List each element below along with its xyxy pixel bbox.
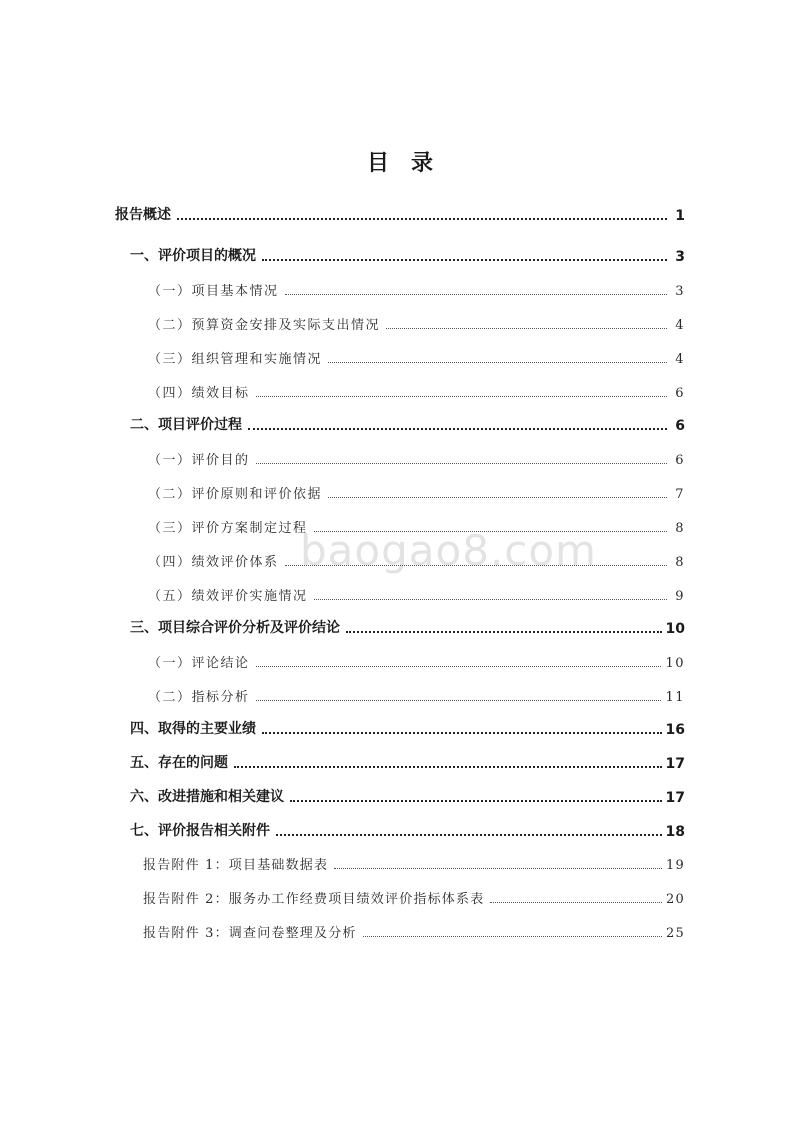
toc-entry-label: 报告附件 1：项目基础数据表 [143, 858, 329, 873]
toc-entry-subsection[interactable] [0, 442, 800, 468]
toc-entry-label: 报告附件 2：服务办工作经费项目绩效评价指标体系表 [143, 892, 485, 907]
toc-entry-section-5[interactable] [0, 746, 800, 772]
dot-leader [490, 902, 662, 903]
dot-leader [285, 565, 667, 566]
toc-entry-attachment-2[interactable] [0, 881, 800, 907]
toc-entry-subsection[interactable] [0, 544, 800, 570]
toc-entry-label: 五、存在的问题 [130, 755, 228, 771]
toc-entry-label: （一）评论结论 [148, 656, 250, 671]
dot-leader [386, 328, 667, 329]
toc-entry-subsection[interactable] [0, 476, 800, 502]
watermark: baogao8.com [300, 526, 597, 575]
toc-entry-label: （二）指标分析 [148, 690, 250, 705]
toc-entry-page: 6 [675, 386, 685, 401]
toc-entry-page: 25 [666, 926, 685, 941]
toc-entry-page: 6 [675, 418, 685, 434]
toc-entry-page: 10 [665, 621, 685, 637]
dot-leader [256, 666, 662, 667]
toc-entry-label: （四）绩效评价体系 [148, 555, 279, 570]
toc-entry-page: 11 [665, 690, 685, 705]
dot-leader [363, 936, 662, 937]
toc-entry-label: （三）评价方案制定过程 [148, 521, 308, 536]
toc-entry-subsection[interactable] [0, 273, 800, 299]
toc-entry-attachment-3[interactable] [0, 915, 800, 941]
toc-entry-page: 4 [675, 352, 685, 367]
toc-entry-label: （五）绩效评价实施情况 [148, 589, 308, 604]
toc-entry-subsection[interactable] [0, 375, 800, 401]
toc-entry-section-1[interactable] [0, 239, 800, 265]
toc-entry-page: 10 [665, 656, 685, 671]
toc-entry-page: 6 [675, 453, 685, 468]
dot-leader [256, 463, 667, 464]
dot-leader [346, 631, 662, 633]
toc-entry-label: 三、项目综合评价分析及评价结论 [130, 620, 340, 636]
dot-leader [256, 396, 667, 397]
toc-entry-label: 六、改进措施和相关建议 [130, 789, 284, 805]
dot-leader [256, 700, 662, 701]
toc-entry-section-4[interactable] [0, 712, 800, 738]
toc-entry-page: 18 [665, 824, 685, 840]
dot-leader [314, 531, 667, 532]
toc-entry-page: 8 [675, 521, 685, 536]
toc-entry-label: （三）组织管理和实施情况 [148, 352, 323, 367]
dot-leader [262, 732, 662, 734]
toc-entry-label: 四、取得的主要业绩 [130, 721, 256, 737]
toc-entry-page: 1 [675, 208, 685, 224]
dot-leader [290, 800, 662, 802]
toc-entry-section-6[interactable] [0, 780, 800, 806]
dot-leader [314, 599, 667, 600]
toc-entry-section-2[interactable] [0, 408, 800, 434]
toc-entry-subsection[interactable] [0, 645, 800, 671]
toc-entry-label: 一、评价项目的概况 [130, 248, 256, 264]
toc-entry-subsection[interactable] [0, 578, 800, 604]
toc-entry-page: 17 [665, 790, 685, 806]
toc-entry-section-3[interactable] [0, 611, 800, 637]
toc-entry-attachment-1[interactable] [0, 847, 800, 873]
toc-entry-label: 二、项目评价过程 [130, 417, 242, 433]
dot-leader [334, 868, 662, 869]
toc-entry-page: 19 [666, 858, 685, 873]
dot-leader [328, 362, 667, 363]
dot-leader [177, 218, 667, 220]
dot-leader [248, 428, 667, 430]
toc-entry-page: 16 [665, 722, 685, 738]
toc-entry-overview[interactable] [0, 198, 800, 224]
dot-leader [328, 497, 667, 498]
toc-entry-page: 7 [675, 487, 685, 502]
toc-entry-page: 9 [675, 589, 685, 604]
toc-entry-label: 报告概述 [115, 207, 171, 223]
toc-entry-subsection[interactable] [0, 307, 800, 333]
toc-entry-label: （二）评价原则和评价依据 [148, 487, 323, 502]
toc-entry-page: 3 [675, 284, 685, 299]
dot-leader [234, 766, 662, 768]
toc-entry-label: （一）项目基本情况 [148, 284, 279, 299]
toc-entry-subsection[interactable] [0, 341, 800, 367]
toc-entry-label: 七、评价报告相关附件 [130, 823, 270, 839]
toc-entry-label: （一）评价目的 [148, 453, 250, 468]
toc-entry-subsection[interactable] [0, 679, 800, 705]
toc-entry-page: 3 [675, 249, 685, 265]
toc-entry-section-7[interactable] [0, 814, 800, 840]
toc-entry-label: 报告附件 3：调查问卷整理及分析 [143, 926, 357, 941]
toc-entry-page: 8 [675, 555, 685, 570]
dot-leader [262, 259, 667, 261]
toc-entry-subsection[interactable] [0, 510, 800, 536]
toc-entry-page: 20 [666, 892, 685, 907]
toc-entry-label: （四）绩效目标 [148, 386, 250, 401]
toc-entry-label: （二）预算资金安排及实际支出情况 [148, 318, 381, 333]
toc-entry-page: 17 [665, 756, 685, 772]
toc-entry-page: 4 [675, 318, 685, 333]
dot-leader [285, 294, 667, 295]
dot-leader [276, 834, 662, 836]
page-title: 目 录 [366, 151, 433, 176]
